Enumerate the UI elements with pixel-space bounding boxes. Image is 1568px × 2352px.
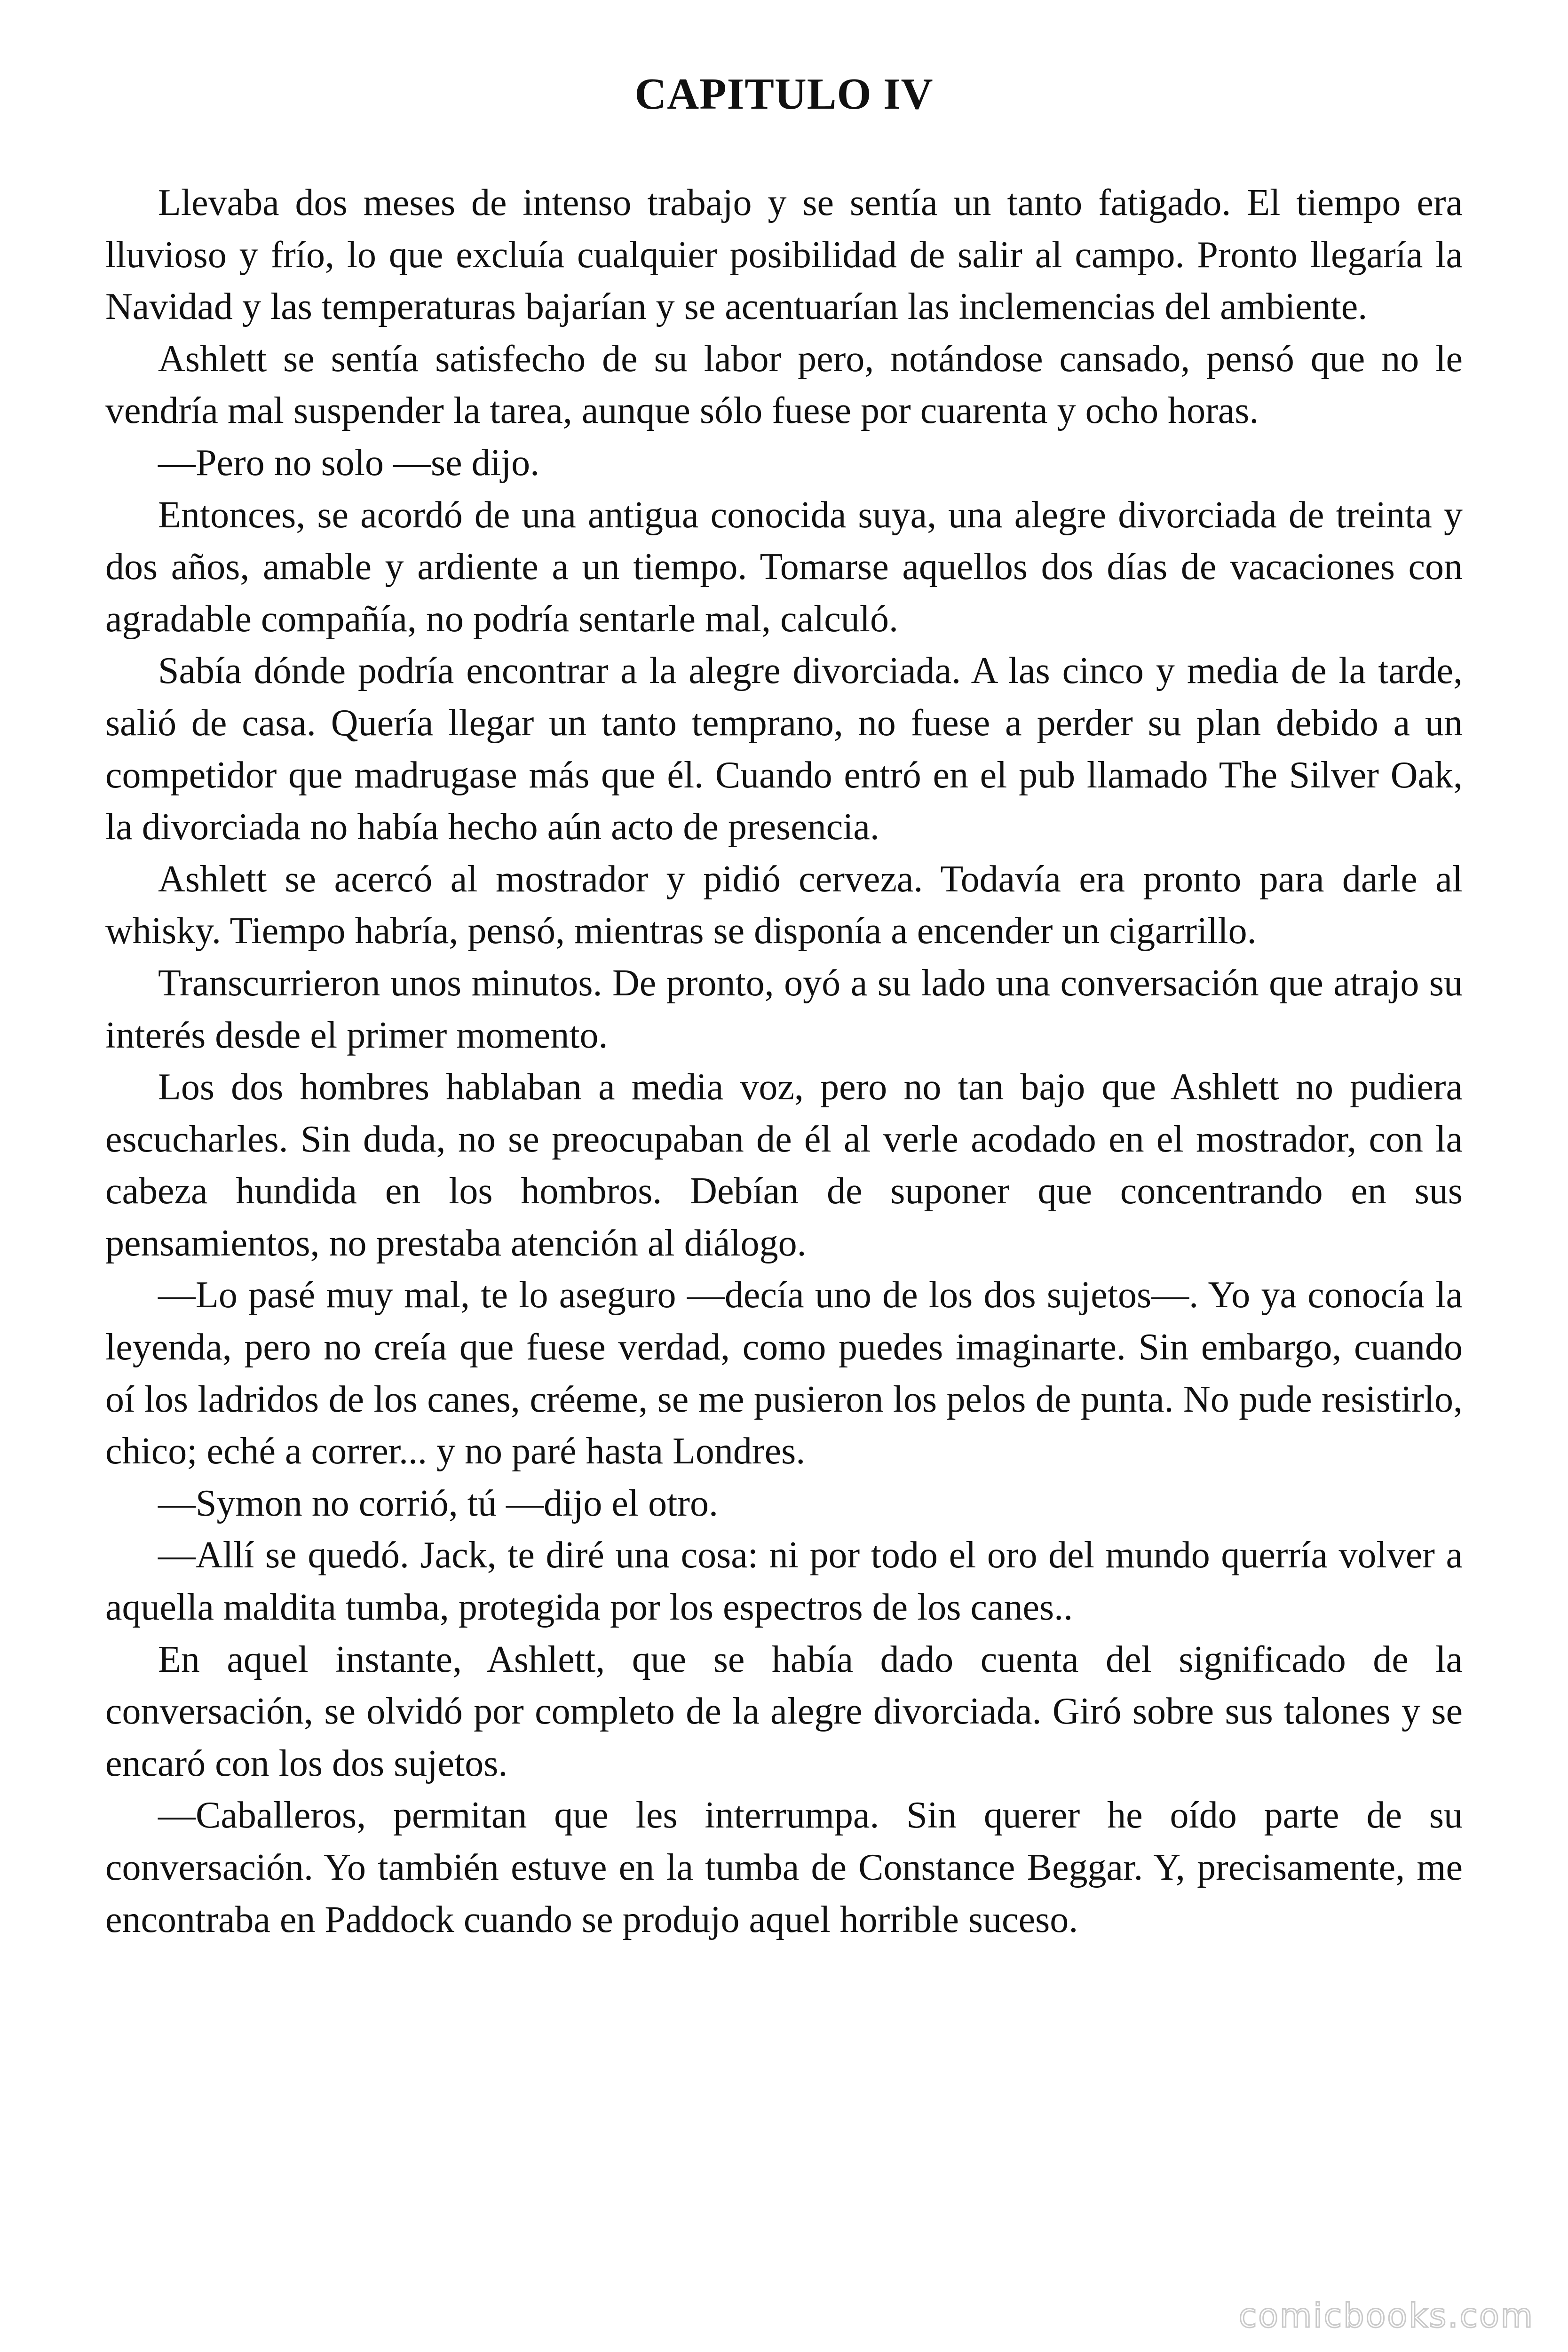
- paragraph: Ashlett se acercó al mostrador y pidió cerveza. Todavía era pronto para darle al whisky. Tiempo habría, pensó, mientras se disponía a encender un cigarrillo.: [105, 858, 1463, 952]
- paragraph: Llevaba dos meses de intenso trabajo y se sentía un tanto fatigado. El tiempo era lluvioso y frío, lo que excluía cualquier posibilidad de salir al campo. Pronto llegaría la Navidad y las temperaturas bajarían y se acentuarían las inclemencias del ambiente.: [105, 182, 1463, 328]
- paragraph: En aquel instante, Ashlett, que se había dado cuenta del significado de la conversación, se olvidó por completo de la alegre divorciada. Giró sobre sus talones y se encaró con los dos sujetos.: [105, 1638, 1463, 1784]
- paragraph: —Pero no solo —se dijo.: [158, 442, 540, 484]
- paragraph: —Lo pasé muy mal, te lo aseguro —decía uno de los dos sujetos—. Yo ya conocía la leyenda, pero no creía que fuese verdad, como puedes imaginarte. Sin embargo, cuando oí los ladridos de los canes, créeme, se me pusieron los pelos de punta. No pude resistirlo, chico; eché a correr... y no paré hasta Londres.: [105, 1274, 1463, 1472]
- paragraph: —Allí se quedó. Jack, te diré una cosa: ni por todo el oro del mundo querría volver a aquella maldita tumba, protegida por los espectros de los canes..: [105, 1534, 1463, 1629]
- paragraph: Entonces, se acordó de una antigua conocida suya, una alegre divorciada de treinta y dos años, amable y ardiente a un tiempo. Tomarse aquellos dos días de vacaciones con agradable compañía, no podría sentarle mal, calculó.: [105, 494, 1463, 640]
- paragraph: Sabía dónde podría encontrar a la alegre divorciada. A las cinco y media de la tarde, salió de casa. Quería llegar un tanto temprano, no fuese a perder su plan debido a un competidor que madrugase más que él. Cuando entró en el pub llamado The Silver Oak, la divorciada no había hecho aún acto de presencia.: [105, 650, 1463, 848]
- paragraph: Ashlett se sentía satisfecho de su labor pero, notándose cansado, pensó que no le vendría mal suspender la tarea, aunque sólo fuese por cuarenta y ocho horas.: [105, 338, 1463, 432]
- paragraph: —Caballeros, permitan que les interrumpa. Sin querer he oído parte de su conversación. Yo también estuve en la tumba de Constance Beggar. Y, precisamente, me encontraba en Paddock cuando se produjo aquel horrible suceso.: [105, 1795, 1463, 1940]
- paragraph: Los dos hombres hablaban a media voz, pero no tan bajo que Ashlett no pudiera escucharles. Sin duda, no se preocupaban de él al verle acodado en el mostrador, con la cabeza hundida en los hombros. Debían de suponer que concentrando en sus pensamientos, no prestaba atención al diálogo.: [105, 1066, 1463, 1264]
- chapter-title: CAPITULO IV: [634, 70, 934, 119]
- watermark-logo: comicbooks.com: [1238, 2296, 1534, 2335]
- paragraph: —Symon no corrió, tú —dijo el otro.: [158, 1482, 719, 1524]
- paragraph: Transcurrieron unos minutos. De pronto, oyó a su lado una conversación que atrajo su interés desde el primer momento.: [105, 962, 1463, 1056]
- chapter-body: [105, 177, 1463, 1946]
